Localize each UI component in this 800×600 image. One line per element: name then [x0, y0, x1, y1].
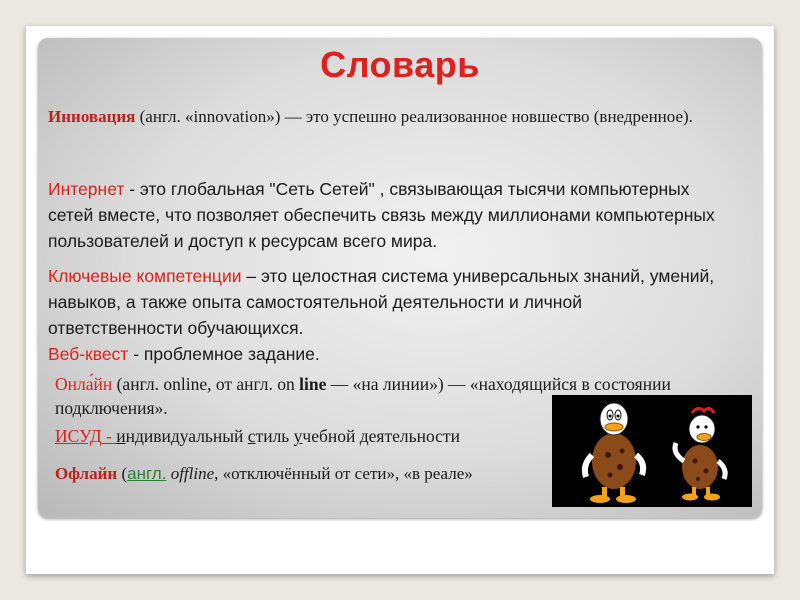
definition-webquest: - проблемное задание. — [128, 344, 320, 364]
term-isud: ИСУД — [55, 426, 102, 446]
ducks-image — [552, 395, 752, 507]
term-competencies: Ключевые компетенции — [48, 266, 242, 286]
definition-online-line: line — [299, 374, 327, 394]
isud-letter-1: и — [116, 426, 126, 446]
term-internet: Интернет — [48, 179, 125, 199]
term-online: Онла́йн — [55, 374, 113, 394]
ducks-illustration — [552, 395, 752, 507]
paragraph-internet — [48, 176, 718, 254]
isud-word-2: тиль — [255, 426, 294, 446]
paragraph-innovation — [48, 104, 708, 130]
term-offline: Офлайн — [55, 464, 118, 483]
isud-letter-4: д — [359, 426, 369, 446]
paragraph-isud — [55, 424, 535, 448]
paragraph-competencies — [48, 263, 718, 341]
offline-open-paren: ( — [117, 464, 128, 483]
slide-title: Словарь — [320, 44, 480, 85]
right-duck — [675, 408, 725, 500]
term-innovation: Инновация — [48, 107, 136, 126]
isud-word-1: ндивидуальный — [125, 426, 248, 446]
definition-online-b: — «на линии») — «находящийся в состоянии подключения». — [55, 374, 671, 418]
definition-competencies: – это целостная система универсальных знаний, умений, навыков, а также опыта самостоятельной деятельности и личной ответственности обучающихся. — [48, 266, 715, 338]
lang-link[interactable]: англ. — [127, 464, 167, 483]
left-duck — [585, 403, 643, 503]
isud-word-4: еятельности — [368, 426, 460, 446]
definition-innovation: (англ. «innovation») — это успешно реализованное новшество (внедренное). — [135, 107, 693, 126]
isud-separator: - — [101, 426, 117, 446]
definition-online-a: (англ. online, от англ. on — [112, 374, 300, 394]
isud-letter-2: с — [247, 426, 256, 446]
definition-offline: , «отключённый от сети», «в реале» — [214, 464, 473, 483]
isud-letter-3: у — [293, 426, 303, 446]
paragraph-webquest — [48, 341, 448, 367]
paragraph-offline — [55, 461, 555, 487]
offline-english-word: offline — [170, 464, 215, 483]
term-webquest: Веб-квест — [48, 344, 129, 364]
isud-word-3: чебной — [302, 426, 360, 446]
definition-internet: - это глобальная "Сеть Сетей" , связывающая тысячи компьютерных сетей вместе, что позволяет обеспечить связь между миллионами компьютерных пользователей и доступ к ресурсам всего мира. — [48, 179, 715, 251]
